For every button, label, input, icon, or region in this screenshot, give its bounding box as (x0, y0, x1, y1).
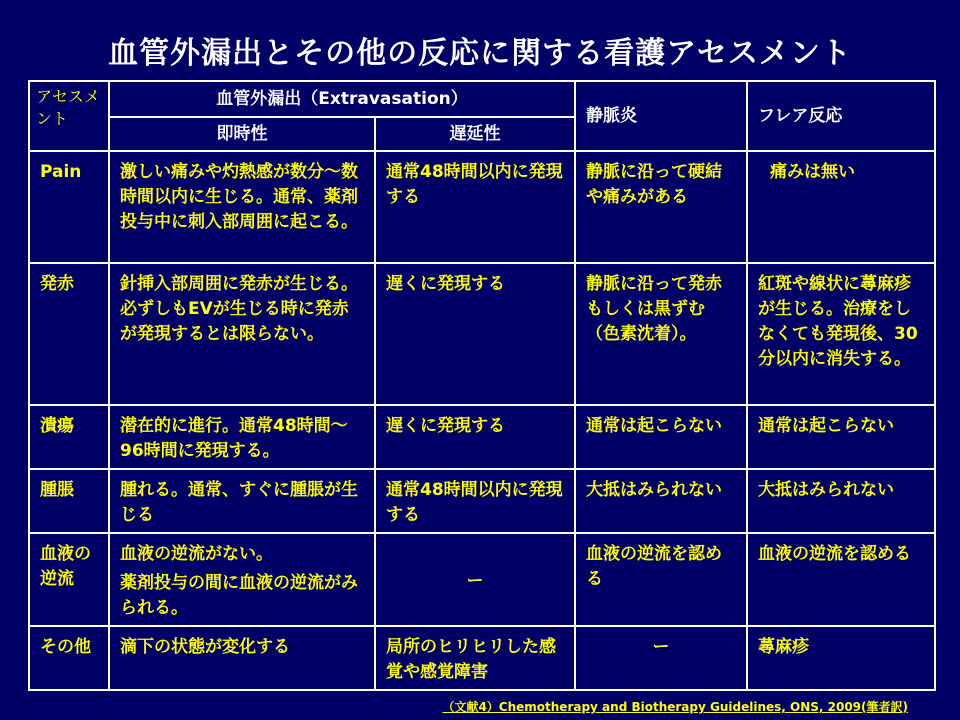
table-row (29, 533, 935, 626)
flare-cell: 蕁麻疹 (747, 626, 935, 690)
table-row (29, 151, 935, 263)
immediate-header: 即時性 (109, 117, 375, 151)
flare-header: フレア反応 (747, 81, 935, 151)
phlebitis-cell: 静脈に沿って発赤もしくは黒ずむ（色素沈着）。 (575, 263, 747, 405)
row-label: Pain (29, 151, 109, 263)
delayed-cell: 遅くに発現する (375, 405, 575, 469)
immediate-line-1: 血液の逆流がない。 (120, 544, 273, 564)
immediate-cell: 腫れる。通常、すぐに腫脹が生じる (109, 469, 375, 533)
delayed-cell: 局所のヒリヒリした感覚や感覚障害 (375, 626, 575, 690)
flare-cell: 痛みは無い (747, 151, 935, 263)
table-row (29, 405, 935, 469)
immediate-cell: 滴下の状態が変化する (109, 626, 375, 690)
row-label: 血液の逆流 (29, 533, 109, 626)
delayed-cell: ー (375, 533, 575, 626)
row-label: 潰瘍 (29, 405, 109, 469)
immediate-line-2: 薬剤投与の間に血液の逆流がみられる。 (120, 573, 358, 618)
reference-footnote: （文献4）Chemotherapy and Biotherapy Guidelines, ONS, 2009(筆者訳) (442, 700, 908, 714)
phlebitis-cell: 静脈に沿って硬結や痛みがある (575, 151, 747, 263)
phlebitis-cell: 通常は起こらない (575, 405, 747, 469)
table-row (29, 469, 935, 533)
slide-title: 血管外漏出とその他の反応に関する看護アセスメント (108, 36, 852, 71)
flare-cell: 紅斑や線状に蕁麻疹が生じる。治療をしなくても発現後、30分以内に消失する。 (747, 263, 935, 405)
immediate-cell: 潜在的に進行。通常48時間～96時間に発現する。 (109, 405, 375, 469)
delayed-cell: 通常48時間以内に発現する (375, 151, 575, 263)
delayed-cell: 遅くに発現する (375, 263, 575, 405)
delayed-cell: 通常48時間以内に発現する (375, 469, 575, 533)
row-label: 腫脹 (29, 469, 109, 533)
flare-cell: 通常は起こらない (747, 405, 935, 469)
delayed-header: 遅延性 (375, 117, 575, 151)
table-row (29, 626, 935, 690)
phlebitis-header: 静脈炎 (575, 81, 747, 151)
phlebitis-cell: ー (575, 626, 747, 690)
extravasation-header: 血管外漏出（Extravasation） (109, 81, 575, 117)
row-label: 発赤 (29, 263, 109, 405)
immediate-cell: 針挿入部周囲に発赤が生じる。必ずしもEVが生じる時に発赤が発現するとは限らない。 (109, 263, 375, 405)
assessment-table (28, 80, 936, 691)
phlebitis-cell: 大抵はみられない (575, 469, 747, 533)
table-row (29, 263, 935, 405)
immediate-cell (109, 533, 375, 626)
flare-cell: 大抵はみられない (747, 469, 935, 533)
row-label: その他 (29, 626, 109, 690)
immediate-cell: 激しい痛みや灼熱感が数分～数時間以内に生じる。通常、薬剤投与中に刺入部周囲に起こる。 (109, 151, 375, 263)
flare-cell: 血液の逆流を認める (747, 533, 935, 626)
phlebitis-cell: 血液の逆流を認める (575, 533, 747, 626)
corner-header: アセスメント (29, 81, 109, 151)
